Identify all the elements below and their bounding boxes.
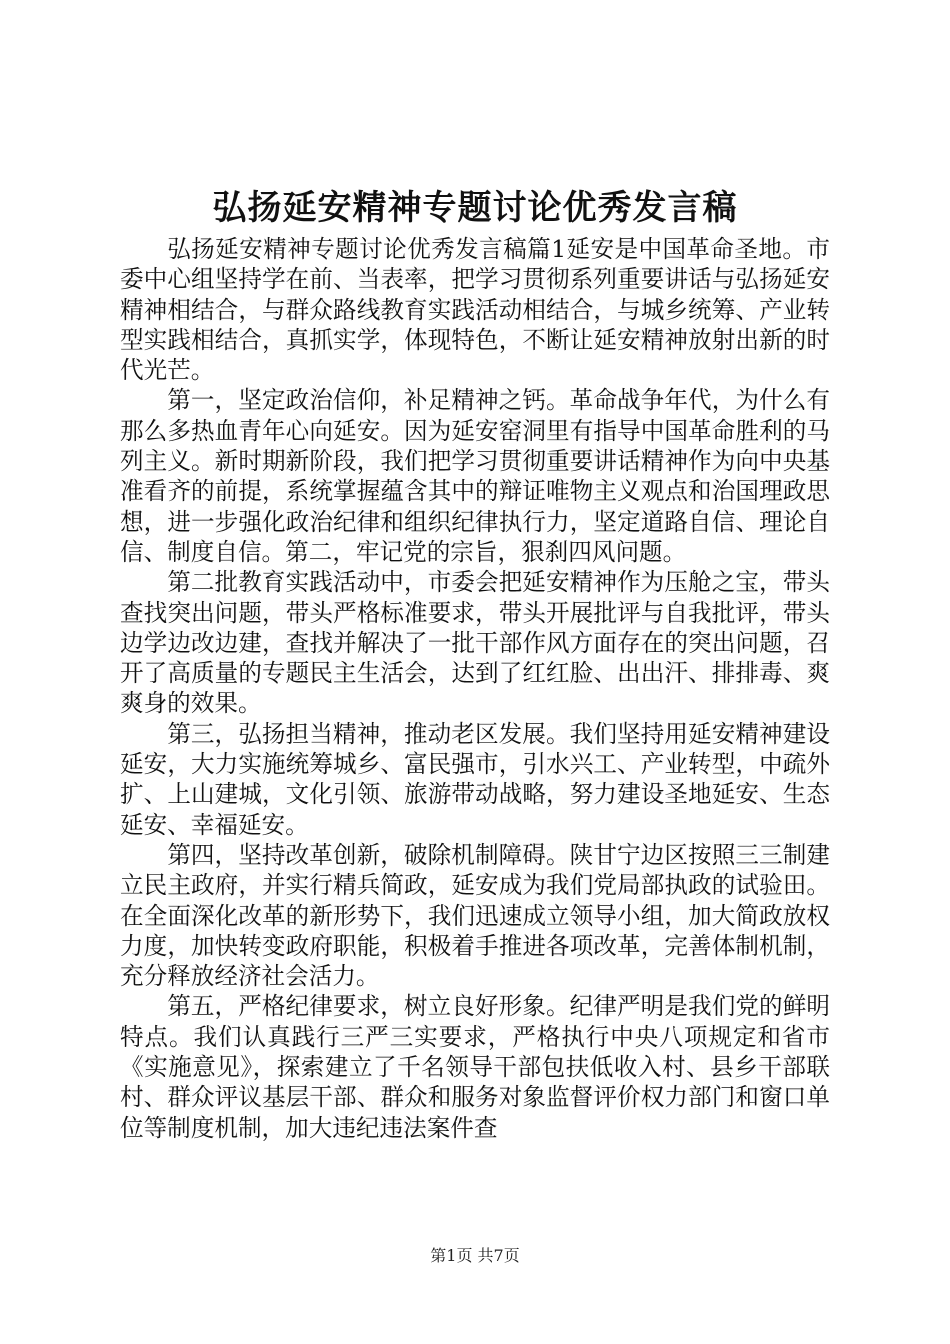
paragraph-2: 第一，坚定政治信仰，补足精神之钙。革命战争年代，为什么有那么多热血青年心向延安。因为延安窑洞里有指导中国革命胜利的马列主义。新时期新阶段，我们把学习贯彻重要讲话精神作为向中央基准看齐的前提，系统掌握蕴含其中的辩证唯物主义观点和治国理政思想，进一步强化政治纪律和组织纪律执行力，坚定道路自信、理论自信、制度自信。第二，牢记党的宗旨，狠刹四风问题。 (120, 386, 830, 566)
paragraph-5: 第四，坚持改革创新，破除机制障碍。陕甘宁边区按照三三制建立民主政府，并实行精兵简政，延安成为我们党局部执政的试验田。在全面深化改革的新形势下，我们迅速成立领导小组，加大简政放权力度，加快转变政府职能，积极着手推进各项改革，完善体制机制，充分释放经济社会活力。 (120, 840, 830, 991)
paragraph-1: 弘扬延安精神专题讨论优秀发言稿篇1延安是中国革命圣地。市委中心组坚持学在前、当表率，把学习贯彻系列重要讲话与弘扬延安精神相结合，与群众路线教育实践活动相结合，与城乡统筹、产业转型实践相结合，真抓实学，体现特色，不断让延安精神放射出新的时代光芒。 (120, 235, 830, 385)
paragraph-4: 第三，弘扬担当精神，推动老区发展。我们坚持用延安精神建设延安，大力实施统筹城乡、富民强市，引水兴工、产业转型，中疏外扩、上山建城，文化引领、旅游带动战略，努力建设圣地延安、生态延安、幸福延安。 (120, 719, 830, 839)
page-number-footer: 第1页 共7页 (430, 1246, 520, 1265)
document-title: 弘扬延安精神专题讨论优秀发言稿 (212, 188, 738, 228)
paragraph-3: 第二批教育实践活动中，市委会把延安精神作为压舱之宝，带头查找突出问题，带头严格标准要求，带头开展批评与自我批评，带头边学边改边建，查找并解决了一批干部作风方面存在的突出问题，召开了高质量的专题民主生活会，达到了红红脸、出出汗、排排毒、爽爽身的效果。 (120, 568, 830, 718)
document-body (120, 234, 830, 1143)
paragraph-6: 第五，严格纪律要求，树立良好形象。纪律严明是我们党的鲜明特点。我们认真践行三严三实要求，严格执行中央八项规定和省市《实施意见》，探索建立了千名领导干部包扶低收入村、县乡干部联村、群众评议基层干部、群众和服务对象监督评价权力部门和窗口单位等制度机制，加大违纪违法案件查 (120, 992, 830, 1142)
